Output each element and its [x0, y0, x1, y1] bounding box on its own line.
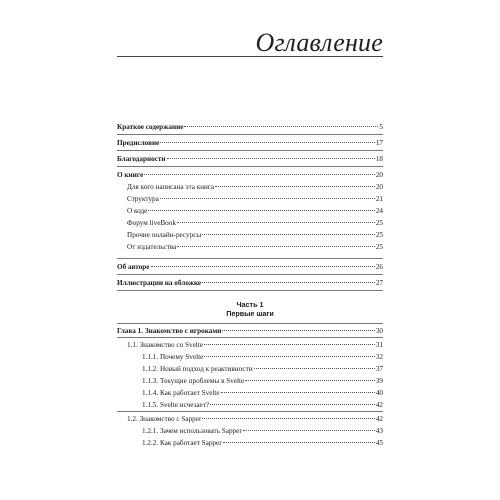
toc-entry[interactable] [127, 219, 383, 228]
toc-entry-page: 43 [375, 427, 383, 435]
dot-leader [202, 282, 375, 283]
dot-leader [254, 368, 375, 369]
toc-entry-page: 39 [375, 377, 383, 385]
toc-entry-label: 1.1.1. Почему Svelte [142, 353, 204, 361]
toc-entry[interactable] [142, 365, 383, 374]
toc-entry-label: Структура [127, 195, 159, 203]
toc-entry-page: 37 [375, 365, 383, 373]
toc-entry[interactable] [142, 439, 383, 448]
toc-entry[interactable] [117, 155, 383, 164]
toc-entry[interactable] [142, 389, 383, 398]
toc-entry-label: 1.1.5. Svelte исчезает? [142, 401, 210, 409]
toc-entry-page: 20 [375, 183, 383, 191]
section-divider [117, 134, 383, 135]
toc-entry-label: 1.1.4. Как работает Svelte [142, 389, 220, 397]
dot-leader [160, 142, 375, 143]
toc-entry[interactable] [142, 401, 383, 410]
section-divider [117, 323, 383, 324]
toc-entry-label: Прочие онлайн-ресурсы [127, 231, 202, 239]
section-divider [117, 166, 383, 167]
dot-leader [202, 418, 374, 419]
section-divider [117, 274, 383, 275]
toc-entry-label: 1.1.2. Новый подход к реактивности [142, 365, 253, 373]
dot-leader [215, 186, 375, 187]
toc-entry[interactable] [117, 171, 383, 180]
toc-entry-label: Форум liveBook [127, 219, 176, 227]
dot-leader [210, 404, 375, 405]
dot-leader [202, 234, 375, 235]
toc-entry-page: 18 [375, 155, 383, 163]
toc-entry-page: 42 [375, 401, 383, 409]
toc-entry-page: 24 [375, 207, 383, 215]
dot-leader [177, 222, 375, 223]
toc-entry-page: 17 [375, 139, 383, 147]
toc-entry-label: От издательства [127, 243, 177, 251]
toc-entry-page: 25 [375, 219, 383, 227]
dot-leader [221, 392, 375, 393]
section-divider [117, 411, 383, 412]
toc-entry-page: 40 [375, 389, 383, 397]
toc-entry-label: 1.1. Знакомство со Svelte [127, 341, 203, 349]
toc-entry-page: 42 [375, 415, 383, 423]
toc-entry[interactable] [127, 195, 383, 204]
toc-entry[interactable] [127, 231, 383, 240]
dot-leader [245, 380, 375, 381]
toc-entry[interactable] [117, 139, 383, 148]
dot-leader [144, 174, 375, 175]
toc-entry-page: 32 [375, 353, 383, 361]
dot-leader [177, 246, 374, 247]
toc-entry-label: Иллюстрации на обложке [117, 279, 202, 287]
toc-entry-page: 45 [375, 439, 383, 447]
toc-entry-label: Об авторе [117, 263, 150, 271]
toc-entry-label: Предисловие [117, 139, 160, 147]
section-divider [117, 337, 383, 338]
toc-entry[interactable] [117, 327, 383, 336]
toc-entry[interactable] [127, 341, 383, 350]
toc-entry[interactable] [142, 427, 383, 436]
toc-entry[interactable] [127, 243, 383, 252]
toc-entry-page: 25 [375, 243, 383, 251]
toc-entry-label: Глава 1. Знакомство с игроками [117, 327, 222, 335]
dot-leader [151, 266, 375, 267]
toc-entry-label: Для кого написана эта книга [127, 183, 215, 191]
toc-entry-label: 1.1.3. Текущие проблемы в Svelte [142, 377, 245, 385]
toc-entry-label: Благодарности [117, 155, 166, 163]
toc-entry-page: 27 [375, 279, 383, 287]
dot-leader [222, 330, 374, 331]
toc-entry-page: 31 [375, 341, 383, 349]
dot-leader [148, 210, 374, 211]
toc-entry-label: 1.2.1. Зачем использовать Sapper [142, 427, 242, 435]
section-divider [117, 290, 383, 291]
toc-entry-page: 21 [375, 195, 383, 203]
toc-entry[interactable] [127, 415, 383, 424]
dot-leader [160, 198, 375, 199]
part-name: Первые шаги [226, 309, 274, 318]
part-number: Часть 1 [236, 300, 264, 309]
title-rule [117, 56, 383, 57]
toc-entry[interactable] [117, 123, 383, 132]
toc-entry-page: 20 [375, 171, 383, 179]
toc-entry[interactable] [117, 279, 383, 288]
dot-leader [167, 158, 375, 159]
toc-entry[interactable] [117, 263, 383, 272]
toc-entry[interactable] [127, 207, 383, 216]
section-divider [117, 150, 383, 151]
toc-entry-page: 26 [375, 263, 383, 271]
dot-leader [184, 126, 378, 127]
toc-entry-label: О коде [127, 207, 148, 215]
dot-leader [223, 442, 375, 443]
toc-entry-page: 30 [375, 327, 383, 335]
toc-entry-page: 25 [375, 231, 383, 239]
dot-leader [204, 356, 375, 357]
toc-entry[interactable] [127, 183, 383, 192]
dot-leader [243, 430, 375, 431]
toc-entry[interactable] [142, 377, 383, 386]
toc-entry-page: 5 [379, 123, 383, 131]
section-divider [117, 258, 383, 259]
toc-entry-label: Краткое содержание [117, 123, 184, 131]
page-title: Оглавление [255, 28, 383, 57]
toc-entry-label: 1.2. Знакомство с Sapper [127, 415, 202, 423]
toc-entry-label: 1.2.2. Как работает Sapper [142, 439, 222, 447]
toc-entry-label: О книге [117, 171, 144, 179]
toc-entry[interactable] [142, 353, 383, 362]
dot-leader [204, 344, 375, 345]
